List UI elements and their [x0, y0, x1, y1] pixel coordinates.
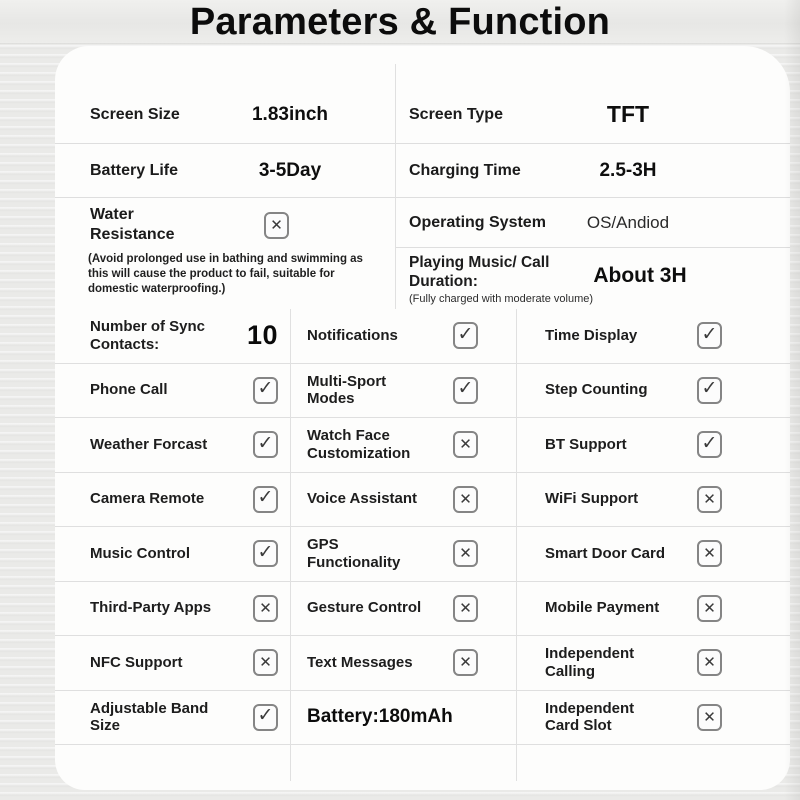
feature-label: Watch Face Customization: [307, 427, 411, 462]
feature-cell-battery-capacity: [290, 691, 516, 746]
spec-label: Screen Type: [409, 105, 503, 123]
check-glyph: ✓: [701, 322, 718, 345]
spec-value: 3-5Day: [258, 159, 322, 181]
spec-row-operating-system: [395, 198, 790, 248]
cross-glyph: ✕: [259, 598, 272, 617]
feature-cell-music-control: [55, 527, 290, 582]
spec-row-playing-music: [395, 248, 790, 309]
spec-card: [55, 46, 790, 790]
check-glyph: ✓: [257, 486, 274, 509]
feature-label: Mobile Payment: [545, 599, 660, 617]
feature-label: Time Display: [545, 326, 638, 344]
feature-label: Independent Card Slot: [545, 699, 635, 735]
feature-cell-text-messages: [290, 636, 516, 691]
feature-cell-nfc-support: [55, 636, 290, 691]
spec-section: [55, 46, 790, 309]
feature-label: GPS Functionality: [307, 536, 401, 571]
feature-cell-gesture-control: [290, 582, 516, 637]
spec-row-screen-size: [55, 86, 395, 144]
water-resistance-note: (Avoid prolonged use in bathing and swimming as this will cause the product to fail, suitable for domestic waterproofing.): [88, 253, 363, 296]
checkbox-crossed-icon: [453, 649, 478, 676]
feature-cell-adjustable-band: [55, 691, 290, 746]
cross-glyph: ✕: [459, 544, 472, 563]
cross-glyph: ✕: [459, 598, 472, 617]
feature-label: WiFi Support: [545, 490, 639, 508]
cross-glyph: ✕: [270, 215, 283, 234]
feature-cell-wifi-support: [516, 473, 790, 528]
cross-glyph: ✕: [459, 653, 472, 672]
spec-value: OS/Andiod: [586, 212, 670, 232]
feature-cell-gps: [290, 527, 516, 582]
cross-glyph: ✕: [459, 489, 472, 508]
checkbox-crossed-icon: [253, 649, 278, 676]
check-glyph: ✓: [701, 377, 718, 400]
spec-row-screen-type: [395, 86, 790, 144]
cross-glyph: ✕: [703, 707, 716, 726]
feature-label: Camera Remote: [90, 490, 205, 508]
feature-label: Smart Door Card: [545, 544, 666, 562]
checkbox-crossed-icon: [697, 595, 722, 622]
feature-cell-third-party-apps: [55, 582, 290, 637]
cross-glyph: ✕: [703, 489, 716, 508]
title-band: [0, 0, 800, 44]
checkbox-checked-icon: [453, 322, 478, 349]
spec-row-charging-time: [395, 144, 790, 198]
feature-label: Gesture Control: [307, 599, 422, 617]
spec-label: Operating System: [409, 213, 546, 231]
feature-label: Number of Sync Contacts:: [90, 318, 206, 353]
checkbox-checked-icon: [253, 377, 278, 404]
feature-label: Phone Call: [90, 381, 168, 399]
feature-cell-sync-contacts: [55, 309, 290, 364]
checkbox-crossed-icon: [697, 540, 722, 567]
checkbox-checked-icon: [697, 431, 722, 458]
feature-column-divider: [516, 309, 517, 781]
feature-label: Notifications: [307, 326, 398, 344]
spec-value: About 3H: [593, 264, 687, 287]
feature-label: Text Messages: [307, 653, 413, 671]
checkbox-crossed-icon: [697, 704, 722, 731]
checkbox-crossed-icon: [697, 486, 722, 513]
feature-cell-notifications: [290, 309, 516, 364]
checkbox-crossed-icon: [253, 595, 278, 622]
feature-cell-weather-forcast: [55, 418, 290, 473]
check-glyph: ✓: [257, 540, 274, 563]
check-glyph: ✓: [457, 322, 474, 345]
feature-label: BT Support: [545, 435, 627, 453]
spec-label: Water Resistance: [90, 206, 175, 243]
feature-cell-bt-support: [516, 418, 790, 473]
cross-glyph: ✕: [703, 544, 716, 563]
checkbox-crossed-icon: [453, 486, 478, 513]
checkbox-checked-icon: [253, 486, 278, 513]
spec-row-water-resistance: [55, 198, 395, 309]
checkbox-checked-icon: [253, 704, 278, 731]
checkbox-checked-icon: [253, 540, 278, 567]
check-glyph: ✓: [701, 431, 718, 454]
cross-glyph: ✕: [703, 653, 716, 672]
check-glyph: ✓: [257, 431, 274, 454]
checkbox-checked-icon: [697, 377, 722, 404]
feature-cell-time-display: [516, 309, 790, 364]
playing-music-note: (Fully charged with moderate volume): [409, 293, 594, 306]
feature-cell-independent-card-slot: [516, 691, 790, 746]
feature-column-divider: [290, 309, 291, 781]
feature-label: Third-Party Apps: [90, 599, 212, 617]
check-glyph: ✓: [457, 377, 474, 400]
feature-label: Weather Forcast: [90, 435, 208, 453]
spec-label: Screen Size: [90, 105, 180, 123]
cross-glyph: ✕: [459, 435, 472, 454]
feature-label: Voice Assistant: [307, 490, 418, 508]
spec-value: 2.5-3H: [599, 159, 657, 181]
spec-label: Playing Music/ Call Duration:: [409, 254, 550, 290]
feature-cell-independent-calling: [516, 636, 790, 691]
spec-value: TFT: [606, 101, 650, 127]
checkbox-crossed-icon: [697, 649, 722, 676]
checkbox-checked-icon: [697, 322, 722, 349]
feature-cell-watch-face: [290, 418, 516, 473]
feature-section: [55, 309, 790, 745]
checkbox-crossed-icon: [453, 431, 478, 458]
feature-bold-text: Battery:180mAh: [307, 706, 453, 728]
feature-cell-multi-sport: [290, 364, 516, 419]
cross-glyph: ✕: [703, 598, 716, 617]
page-title: Parameters & Function: [189, 1, 611, 43]
feature-label: Multi-Sport Modes: [307, 372, 387, 408]
checkbox-crossed-icon: [264, 212, 289, 239]
spec-label: Battery Life: [90, 161, 179, 179]
feature-label: Step Counting: [545, 381, 648, 399]
feature-label: Music Control: [90, 544, 190, 562]
check-glyph: ✓: [257, 704, 274, 727]
spec-label: Charging Time: [409, 161, 521, 179]
cross-glyph: ✕: [259, 653, 272, 672]
feature-cell-camera-remote: [55, 473, 290, 528]
feature-cell-mobile-payment: [516, 582, 790, 637]
feature-cell-step-counting: [516, 364, 790, 419]
spec-value: 1.83inch: [251, 103, 329, 125]
feature-label: Independent Calling: [545, 645, 635, 680]
check-glyph: ✓: [257, 377, 274, 400]
feature-label: Adjustable Band Size: [90, 699, 209, 735]
spec-row-battery-life: [55, 144, 395, 198]
feature-cell-smart-door-card: [516, 527, 790, 582]
feature-label: NFC Support: [90, 653, 183, 671]
feature-cell-phone-call: [55, 364, 290, 419]
feature-value: 10: [246, 320, 278, 351]
checkbox-checked-icon: [453, 377, 478, 404]
checkbox-checked-icon: [253, 431, 278, 458]
checkbox-crossed-icon: [453, 595, 478, 622]
feature-cell-voice-assistant: [290, 473, 516, 528]
checkbox-crossed-icon: [453, 540, 478, 567]
